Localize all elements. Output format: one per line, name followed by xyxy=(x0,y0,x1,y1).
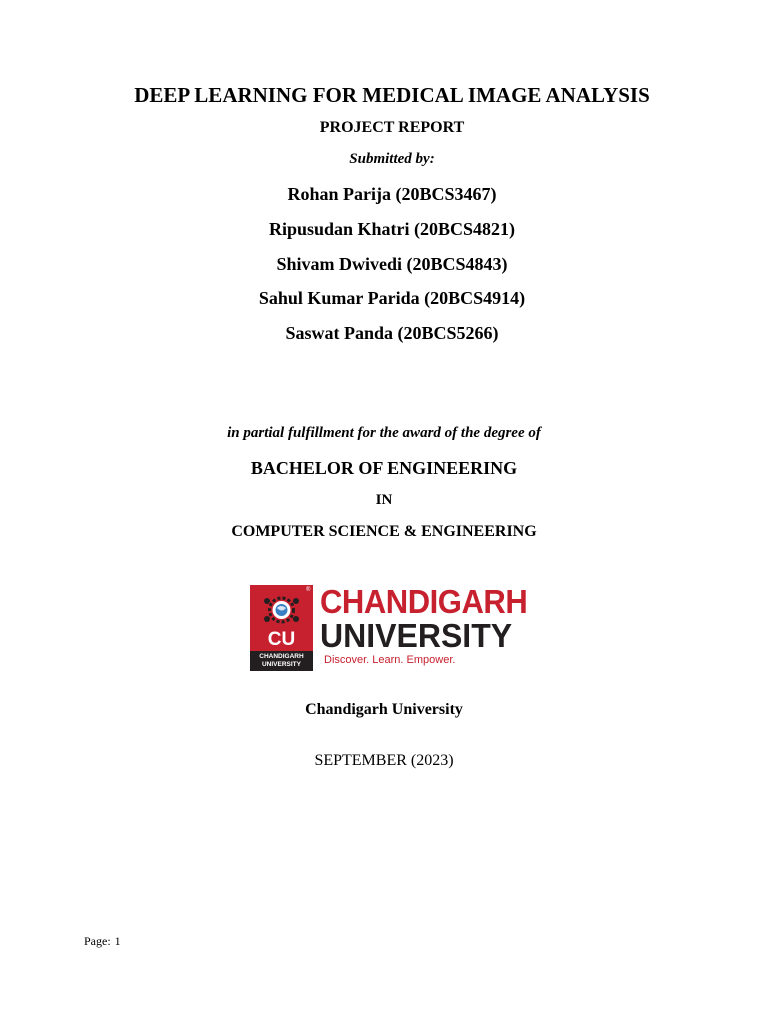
page-number-value: 1 xyxy=(114,934,121,948)
report-title: DEEP LEARNING FOR MEDICAL IMAGE ANALYSIS xyxy=(134,83,650,107)
author-name: Rohan Parija (20BCS3467) xyxy=(287,184,497,204)
degree-connector: IN xyxy=(375,492,393,508)
gear-emblem-icon xyxy=(259,591,304,629)
author-name: Shivam Dwivedi (20BCS4843) xyxy=(276,254,508,274)
page-number xyxy=(84,935,125,947)
registered-mark: ® xyxy=(306,587,311,593)
degree-branch: COMPUTER SCIENCE & ENGINEERING xyxy=(231,523,537,540)
logo-box-subtext xyxy=(250,651,313,671)
logo-box-subtext-line: UNIVERSITY xyxy=(261,661,301,668)
page-label: Page: xyxy=(84,934,111,948)
author-name: Ripusudan Khatri (20BCS4821) xyxy=(268,219,516,239)
report-subtitle: PROJECT REPORT xyxy=(319,119,465,136)
logo-emblem-box xyxy=(250,585,313,671)
author-name: Saswat Panda (20BCS5266) xyxy=(285,323,499,343)
logo-wordmark-line-2: UNIVERSITY xyxy=(320,617,513,654)
logo-tagline: Discover. Learn. Empower. xyxy=(324,654,456,666)
university-logo xyxy=(250,585,536,671)
logo-box-subtext-line: CHANDIGARH xyxy=(259,653,304,660)
submitted-by-label: Submitted by: xyxy=(349,151,435,167)
logo-wordmark-line-1: CHANDIGARH xyxy=(320,583,528,620)
fulfillment-statement: in partial fulfillment for the award of the degree of xyxy=(227,425,541,441)
submission-date: SEPTEMBER (2023) xyxy=(314,752,454,769)
logo-cu-text: CU xyxy=(267,629,296,650)
degree-name: BACHELOR OF ENGINEERING xyxy=(250,458,518,478)
university-name: Chandigarh University xyxy=(305,701,463,718)
author-name: Sahul Kumar Parida (20BCS4914) xyxy=(258,288,526,308)
